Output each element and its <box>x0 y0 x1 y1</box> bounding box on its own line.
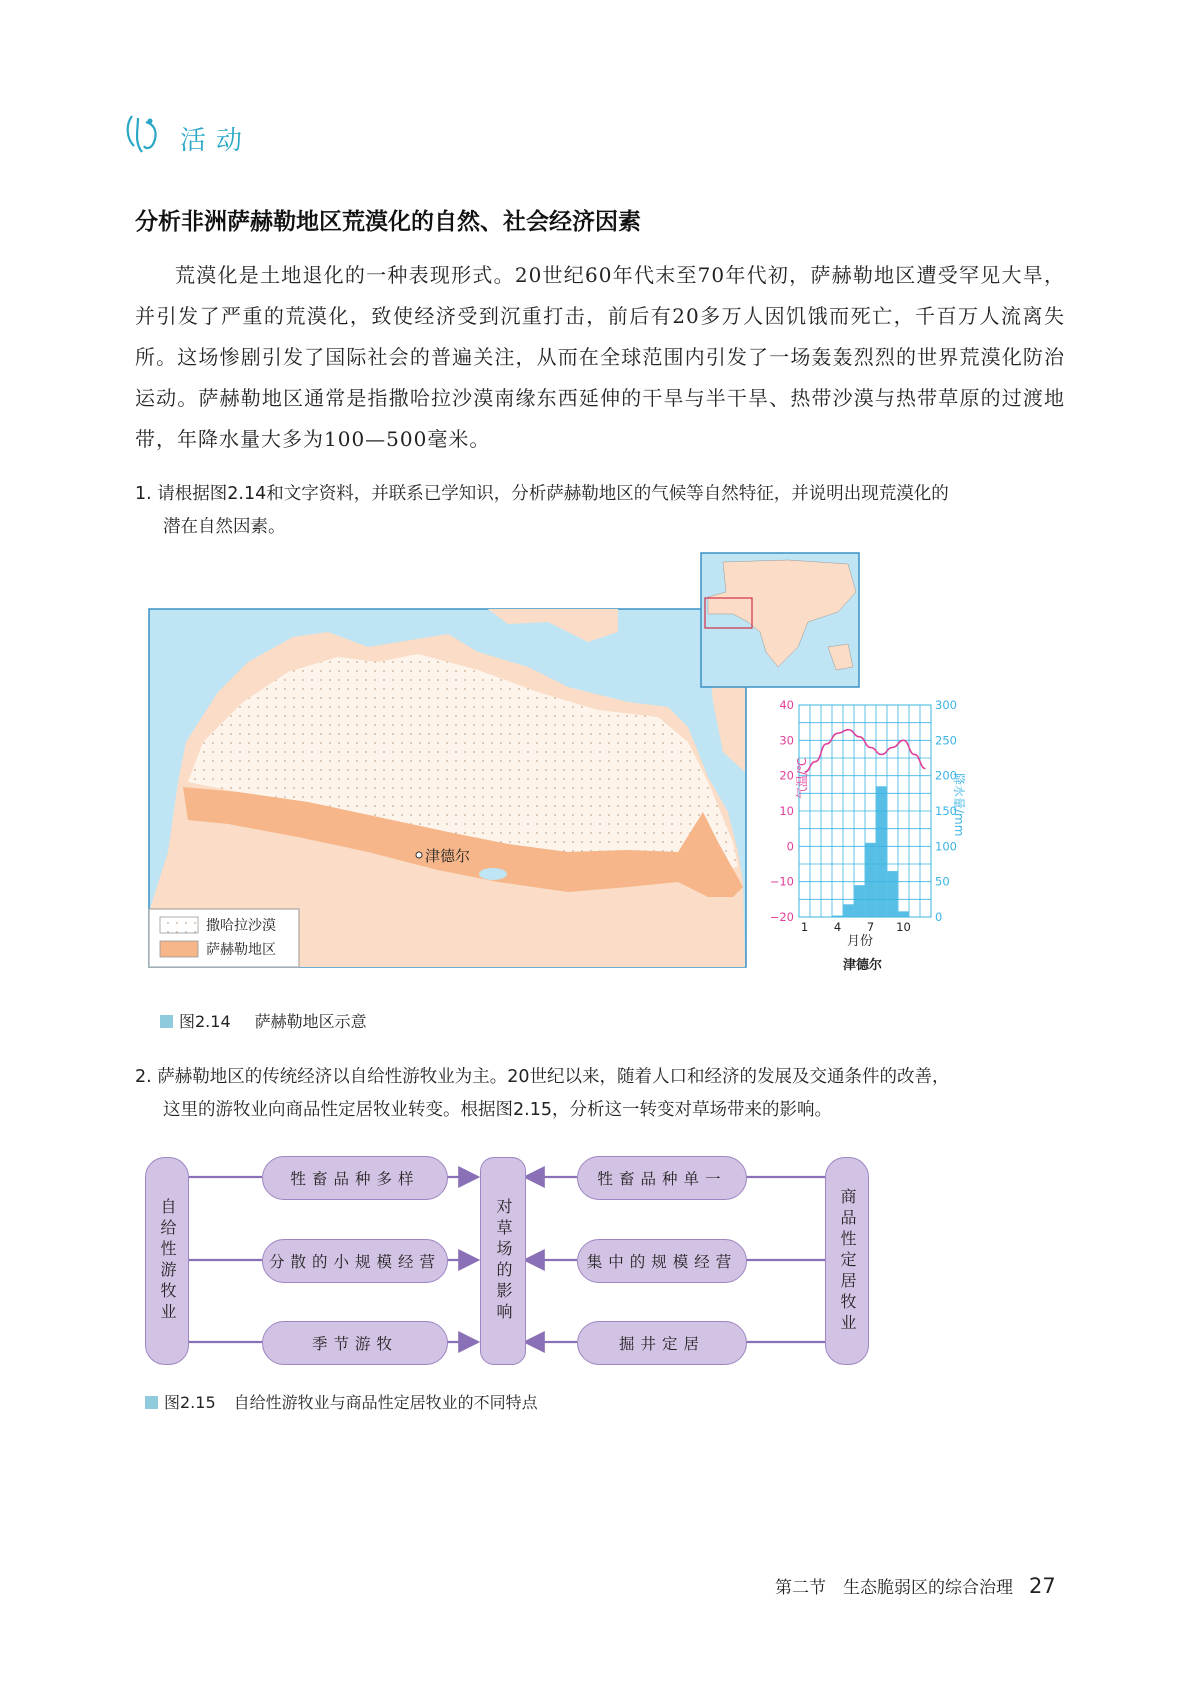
page-footer <box>775 1573 1056 1598</box>
left-item-3-label: 季节游牧 <box>311 1335 398 1353</box>
left-item-1 <box>262 1156 448 1200</box>
intro-paragraph: 荒漠化是土地退化的一种表现形式。20世纪60年代末至70年代初，萨赫勒地区遭受罕见大旱，并引发了严重的荒漠化，致使经济受到沉重打击，前后有20多万人因饥饿而死亡，千百万人流离失所。这场惨剧引发了国际社会的普遍关注，从而在全球范围内引发了一场轰轰烈烈的世界荒漠化防治运动。萨赫勒地区通常是指撒哈拉沙漠南缘东西延伸的干旱与半干旱、热带沙漠与热带草原的过渡地带，年降水量大多为100—500毫米。 <box>135 263 1065 451</box>
y-left-tick: 0 <box>786 839 794 854</box>
y-right-tick: 150 <box>935 804 957 818</box>
center-box-label: 对草场的影响 <box>494 1198 513 1324</box>
y-left-tick: 40 <box>779 698 794 712</box>
right-item-2 <box>577 1239 747 1283</box>
question-2-line2: 这里的游牧业向商品性定居牧业转变。根据图2.15，分析这一转变对草场带来的影响。 <box>163 1100 832 1120</box>
y-left-tick: 20 <box>779 768 794 783</box>
left-box-label: 自给性游牧业 <box>158 1198 177 1324</box>
right-item-1-label: 牲畜品种单一 <box>597 1170 727 1188</box>
precip-bar <box>888 871 898 917</box>
y-left-tick: 30 <box>779 733 794 748</box>
y-left-tick: −10 <box>769 874 794 889</box>
precip-bar <box>877 786 887 917</box>
lake-chad <box>479 868 507 880</box>
right-item-3 <box>577 1321 747 1365</box>
y-left-tick: 10 <box>779 804 794 818</box>
caption-number: 图2.15 <box>164 1393 216 1412</box>
x-tick: 1 <box>800 920 809 934</box>
x-axis-label: 月份 <box>847 934 874 949</box>
page-number: 27 <box>1029 1574 1056 1598</box>
y-right-tick: 0 <box>935 910 943 924</box>
center-box-grassland-impact <box>480 1157 526 1365</box>
section-heading: 分析非洲萨赫勒地区荒漠化的自然、社会经济因素 <box>135 208 641 235</box>
activity-icon <box>124 112 168 160</box>
y-right-tick: 200 <box>935 768 957 783</box>
precip-bar <box>855 885 865 917</box>
caption-marker <box>145 1396 158 1409</box>
x-tick: 10 <box>896 920 911 934</box>
zinder-dot <box>416 852 422 858</box>
chart-title: 津德尔 <box>843 958 883 973</box>
figure-2-15-caption <box>145 1390 538 1413</box>
legend-sahara: 撒哈拉沙漠 <box>206 918 276 934</box>
question-1-line2: 潜在自然因素。 <box>163 517 286 537</box>
right-item-1 <box>577 1156 747 1200</box>
climate-chart <box>755 693 980 978</box>
precip-bar <box>866 843 876 917</box>
question-1 <box>135 478 1070 544</box>
precip-bar <box>844 904 854 917</box>
right-box-label: 商品性定居牧业 <box>838 1187 857 1335</box>
right-box-commercial-ranching <box>825 1157 869 1365</box>
left-item-2-label: 分散的小规模经营 <box>268 1253 441 1271</box>
caption-number: 图2.14 <box>179 1012 231 1031</box>
precip-bar <box>833 916 843 917</box>
right-item-2-label: 集中的规模经营 <box>586 1253 738 1271</box>
zinder-label: 津德尔 <box>425 847 471 865</box>
y-right-tick: 50 <box>935 874 950 889</box>
caption-text: 自给性游牧业与商品性定居牧业的不同特点 <box>233 1393 538 1412</box>
legend-sahel: 萨赫勒地区 <box>206 942 276 958</box>
y-right-tick: 250 <box>935 733 957 748</box>
right-item-3-label: 掘井定居 <box>618 1335 705 1353</box>
activity-title: 活动 <box>180 126 253 156</box>
left-item-1-label: 牲畜品种多样 <box>290 1170 420 1188</box>
caption-text: 萨赫勒地区示意 <box>254 1012 367 1031</box>
x-tick: 4 <box>833 920 842 934</box>
figure-2-14-caption <box>160 1009 367 1032</box>
caption-marker <box>160 1015 173 1028</box>
question-2-line1: 2. 萨赫勒地区的传统经济以自给性游牧业为主。20世纪以来，随着人口和经济的发展及交通条件的改善， <box>135 1067 950 1087</box>
y-left-label: 气温/℃ <box>795 757 809 799</box>
left-box-subsistence-nomadism <box>145 1157 189 1365</box>
y-right-label: 降水量/mm <box>952 773 966 837</box>
y-right-tick: 100 <box>935 839 957 854</box>
question-1-line1: 1. 请根据图2.14和文字资料，并联系已学知识，分析萨赫勒地区的气候等自然特征，并说明出现荒漠化的 <box>135 484 949 504</box>
footer-section: 第二节 生态脆弱区的综合治理 <box>775 1578 1013 1598</box>
question-2 <box>135 1061 1070 1127</box>
x-tick: 7 <box>866 920 875 934</box>
left-item-3 <box>262 1321 448 1365</box>
precip-bar <box>899 911 909 917</box>
y-right-tick: 300 <box>935 698 957 712</box>
y-left-tick: −20 <box>769 910 794 924</box>
left-item-2 <box>262 1239 448 1283</box>
